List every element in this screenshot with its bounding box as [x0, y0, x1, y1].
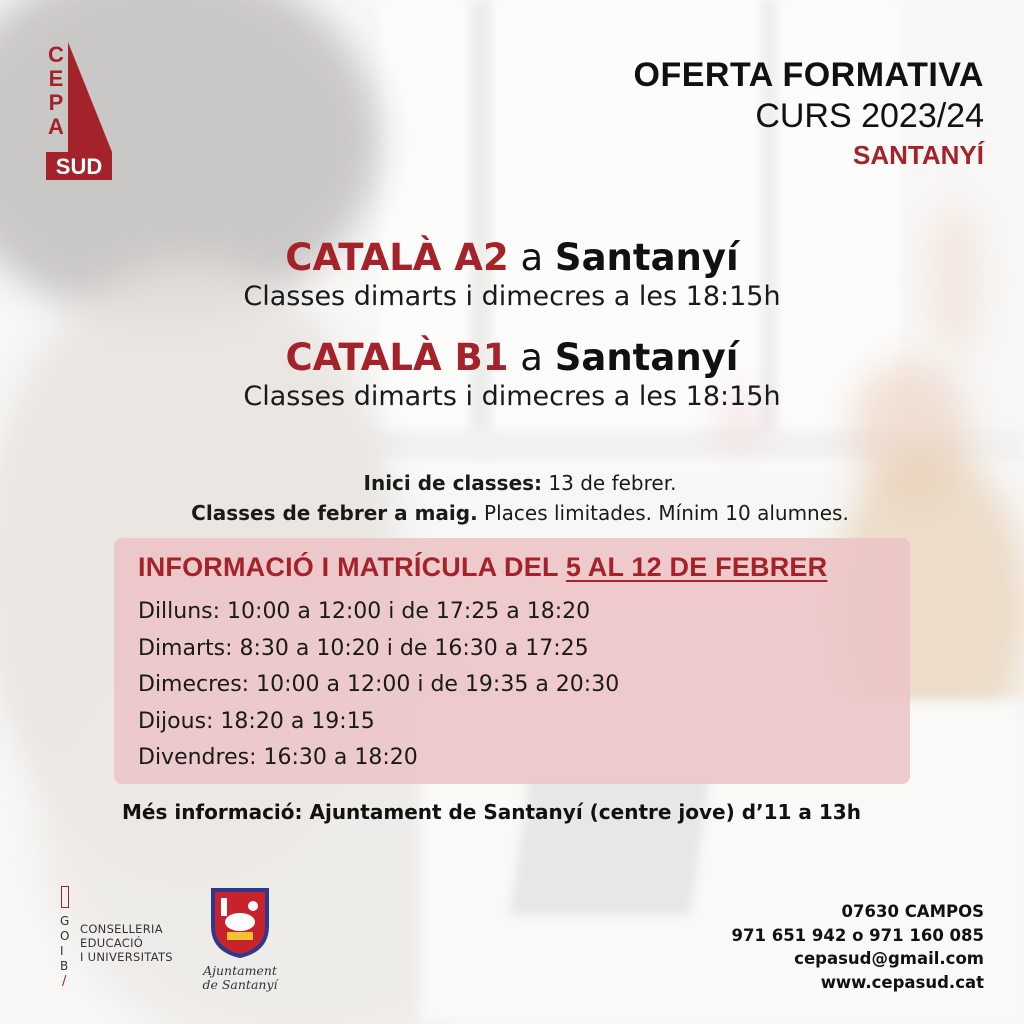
logo-letter: E — [48, 66, 64, 91]
schedule-item: Dijous: 18:20 a 19:15 — [138, 708, 375, 734]
course-level: CATALÀ A2 — [285, 236, 509, 279]
course-a2 — [0, 236, 1024, 314]
coat-of-arms-icon — [207, 886, 273, 958]
period-value: Places limitades. Mínim 10 alumnes. — [484, 501, 849, 525]
enrolment-title-prefix: INFORMACIÓ I MATRÍCULA DEL — [138, 552, 559, 582]
course-schedule: Classes dimarts i dimecres a les 18:15h — [243, 281, 781, 312]
goib-emblem — [61, 886, 69, 908]
course-schedule: Classes dimarts i dimecres a les 18:15h — [243, 381, 781, 412]
enrolment-title — [138, 552, 827, 583]
phone-numbers: 971 651 942 o 971 160 085 — [731, 925, 984, 945]
schedule-item: Divendres: 16:30 a 18:20 — [138, 745, 418, 770]
postal-code: 07630 CAMPOS — [841, 902, 984, 921]
header — [634, 56, 984, 171]
course-year: CURS 2023/24 — [755, 97, 984, 135]
more-info: Més informació: Ajuntament de Santanyí (centre jove) d’11 a 13h — [122, 800, 861, 824]
course-connector: a — [520, 336, 543, 379]
page-title: OFERTA FORMATIVA — [633, 56, 984, 94]
goib-conselleria: CONSELLERIA EDUCACIÓ I UNIVERSITATS — [80, 922, 173, 964]
ajuntament-logo — [200, 886, 280, 996]
course-level: CATALÀ B1 — [285, 336, 509, 379]
period-info — [0, 498, 1024, 528]
start-value: 13 de febrer. — [548, 471, 677, 495]
course-connector: a — [520, 236, 544, 279]
town-label: SANTANYÍ — [853, 140, 984, 170]
ajuntament-name: Ajuntament de Santanyí — [202, 963, 278, 992]
start-info — [0, 468, 1024, 498]
goib-slash-icon: / — [62, 974, 67, 989]
enrolment-dates: 5 AL 12 DE FEBRER — [565, 552, 828, 582]
schedule-item: Dilluns: 10:00 a 12:00 i de 17:25 a 18:20 — [138, 599, 591, 624]
start-label: Inici de classes: — [363, 471, 543, 495]
schedule-item: Dimarts: 8:30 a 10:20 i de 16:30 a 17:25 — [138, 635, 589, 661]
email-link[interactable]: cepasud@gmail.com — [794, 949, 984, 968]
logo-letter: A — [48, 114, 64, 139]
period-label: Classes de febrer a maig. — [191, 501, 478, 525]
contact-info — [732, 900, 984, 994]
logo-letter: P — [48, 90, 64, 115]
course-place: Santanyí — [554, 336, 739, 379]
website-link[interactable]: www.cepasud.cat — [820, 972, 984, 992]
goib-letters: G O I B — [60, 914, 70, 973]
course-b1 — [0, 336, 1024, 414]
cepa-sud-logo — [46, 42, 112, 180]
goib-logo — [58, 886, 178, 996]
logo-sud: SUD — [55, 154, 103, 179]
enrolment-box — [114, 538, 910, 784]
logo-letter: C — [48, 42, 64, 67]
course-place: Santanyí — [554, 236, 739, 279]
schedule-item: Dimecres: 10:00 a 12:00 i de 19:35 a 20:30 — [138, 672, 620, 697]
enrolment-schedule — [138, 594, 619, 777]
